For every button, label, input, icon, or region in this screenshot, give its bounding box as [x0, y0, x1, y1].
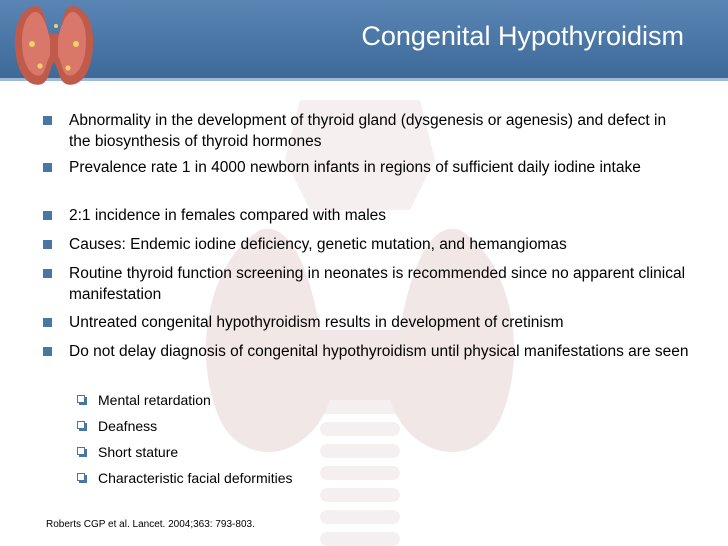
bullet-item: Abnormality in the development of thyroid gland (dysgenesis or agenesis) and defect in the biosynthesis of thyroid hormones — [69, 110, 689, 152]
hollow-square-bullet-icon — [77, 421, 85, 429]
bullet-item: Prevalence rate 1 in 4000 newborn infants in regions of sufficient daily iodine intake — [69, 157, 689, 178]
hollow-square-bullet-icon — [77, 473, 85, 481]
bullet-item: Untreated congenital hypothyroidism results in development of cretinism — [69, 312, 689, 333]
square-bullet-icon — [43, 240, 52, 249]
sub-bullet-item: Mental retardation — [98, 391, 548, 409]
square-bullet-icon — [43, 318, 52, 327]
hollow-square-bullet-icon — [77, 447, 85, 455]
hollow-square-bullet-icon — [77, 395, 85, 403]
bullet-item: Causes: Endemic iodine deficiency, genetic mutation, and hemangiomas — [69, 234, 689, 255]
sub-bullet-item: Deafness — [98, 417, 548, 435]
bullet-item: Routine thyroid function screening in neonates is recommended since no apparent clinical manifestation — [69, 263, 689, 305]
square-bullet-icon — [43, 116, 52, 125]
square-bullet-icon — [43, 347, 52, 356]
bullet-item: Do not delay diagnosis of congenital hypothyroidism until physical manifestations are seen — [69, 341, 689, 362]
square-bullet-icon — [43, 269, 52, 278]
square-bullet-icon — [43, 211, 52, 220]
bullet-item: 2:1 incidence in females compared with males — [69, 205, 689, 226]
slide-title: Congenital Hypothyroidism — [361, 21, 684, 51]
sub-bullet-item: Short stature — [98, 443, 548, 461]
reference-citation: Roberts CGP et al. Lancet. 2004;363: 793-803. — [46, 519, 255, 530]
square-bullet-icon — [43, 163, 52, 172]
sub-bullet-item: Characteristic facial deformities — [98, 469, 548, 487]
